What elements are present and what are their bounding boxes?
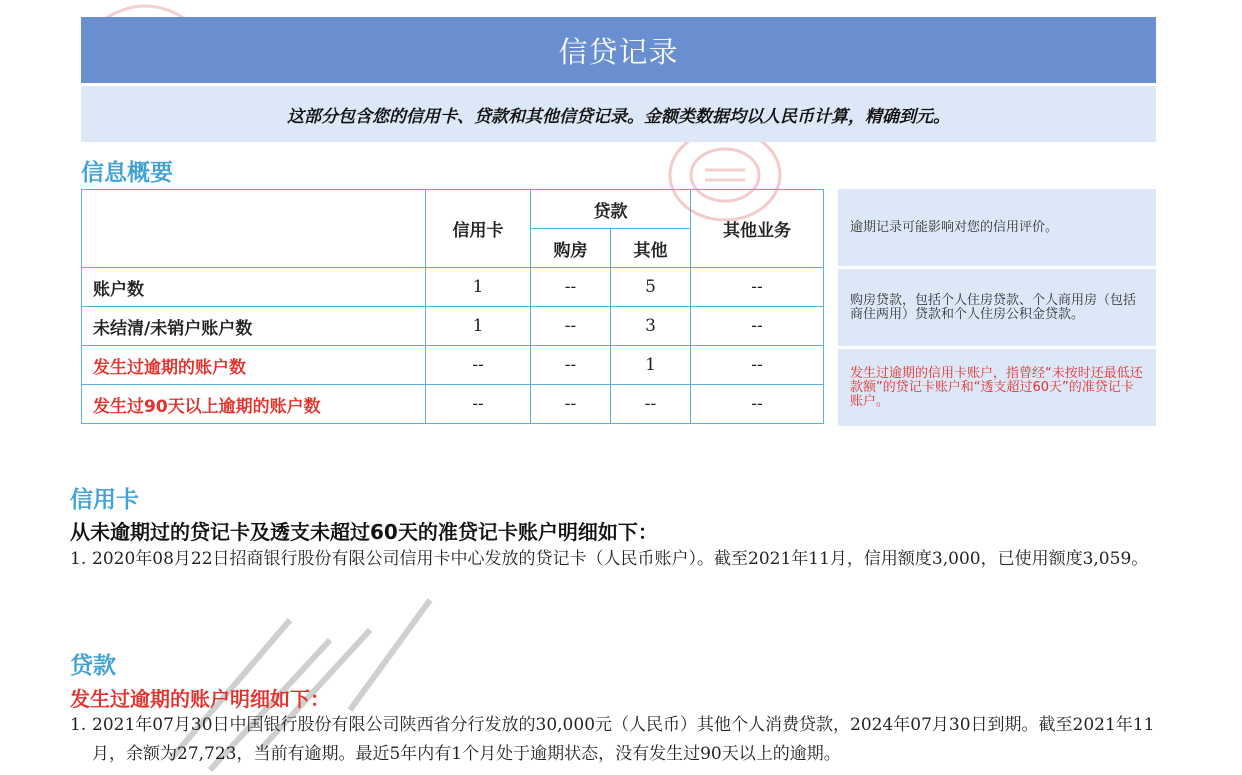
- row-label: 未结清/未销户账户数: [82, 307, 426, 346]
- credit-card-section-title: 信用卡: [70, 487, 139, 513]
- cell-house: --: [531, 385, 611, 424]
- page-banner: [81, 17, 1156, 83]
- cell-other: 3: [611, 307, 691, 346]
- cell-credit-card: --: [426, 385, 531, 424]
- corner-header-cell: [82, 190, 426, 268]
- list-item: [70, 545, 1160, 574]
- row-label: 发生过90天以上逾期的账户数: [82, 385, 426, 424]
- col-header-credit-card: 信用卡: [426, 190, 531, 268]
- cell-house: --: [531, 307, 611, 346]
- note-house-loan-definition: 购房贷款，包括个人住房贷款、个人商用房（包括商住两用）贷款和个人住房公积金贷款。: [838, 269, 1156, 346]
- table-row: [82, 268, 824, 307]
- page-description-bar: [81, 86, 1156, 142]
- cell-house: --: [531, 268, 611, 307]
- list-item-number: 1.: [70, 715, 87, 735]
- table-row: [82, 346, 824, 385]
- note-overdue-card-definition: 发生过逾期的信用卡账户，指曾经“未按时还最低还款额”的贷记卡账户和“透支超过60天”的准贷记卡账户。: [838, 349, 1156, 426]
- row-label: 发生过逾期的账户数: [82, 346, 426, 385]
- table-row: [82, 385, 824, 424]
- page-description: 这部分包含您的信用卡、贷款和其他信贷记录。金额类数据均以人民币计算，精确到元。: [287, 106, 950, 127]
- overview-title: 信息概要: [81, 160, 173, 186]
- cell-other: 5: [611, 268, 691, 307]
- row-label: 账户数: [82, 268, 426, 307]
- col-header-loan-house: 购房: [531, 229, 611, 268]
- cell-credit-card: --: [426, 346, 531, 385]
- cell-business: --: [691, 268, 824, 307]
- cell-credit-card: 1: [426, 268, 531, 307]
- cell-business: --: [691, 307, 824, 346]
- list-item: [70, 711, 1160, 769]
- note-overdue-impact: 逾期记录可能影响对您的信用评价。: [838, 189, 1156, 266]
- col-header-other-business: 其他业务: [691, 190, 824, 268]
- list-item-number: 1.: [70, 549, 87, 569]
- cell-credit-card: 1: [426, 307, 531, 346]
- cell-business: --: [691, 385, 824, 424]
- overview-notes: [838, 189, 1156, 429]
- col-header-loan: 贷款: [531, 190, 691, 229]
- overview-table: [81, 189, 824, 424]
- cell-house: --: [531, 346, 611, 385]
- list-item-text: 2021年07月30日中国银行股份有限公司陕西省分行发放的30,000元（人民币）其他个人消费贷款，2024年07月30日到期。截至2021年11月，余额为27,723，当前有逾期。最近5年内有1个月处于逾期状态，没有发生过90天以上的逾期。: [92, 715, 1155, 764]
- loan-section-title: 贷款: [70, 653, 116, 679]
- cell-business: --: [691, 346, 824, 385]
- cell-other: --: [611, 385, 691, 424]
- cell-other: 1: [611, 346, 691, 385]
- loan-subheading: 发生过逾期的账户明细如下：: [70, 687, 330, 711]
- list-item-text: 2020年08月22日招商银行股份有限公司信用卡中心发放的贷记卡（人民币账户）。截至2021年11月，信用额度3,000，已使用额度3,059。: [92, 549, 1149, 569]
- col-header-loan-other: 其他: [611, 229, 691, 268]
- page-title: 信贷记录: [558, 34, 679, 69]
- credit-card-subheading: 从未逾期过的贷记卡及透支未超过60天的准贷记卡账户明细如下：: [70, 520, 658, 544]
- table-row: [82, 307, 824, 346]
